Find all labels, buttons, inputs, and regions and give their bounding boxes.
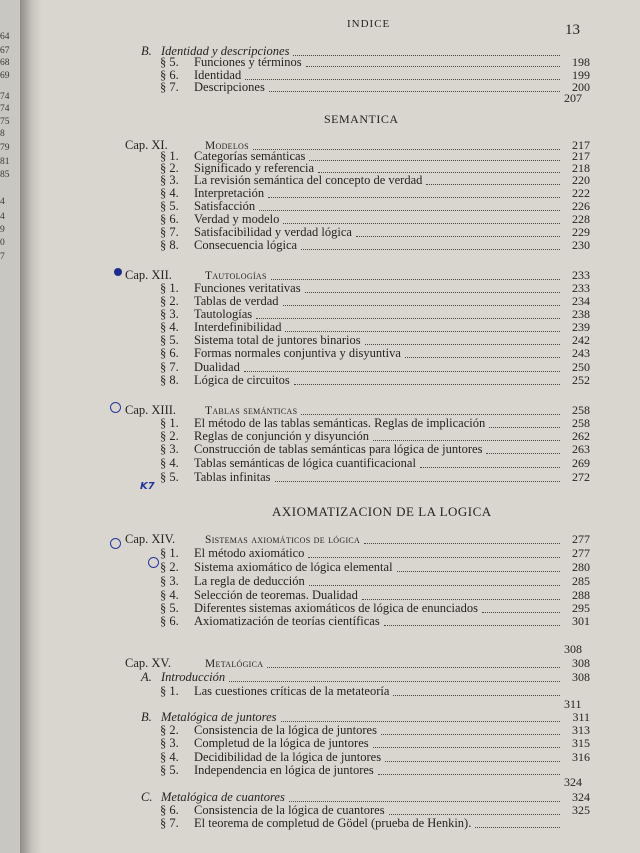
entry-title: Descripciones bbox=[194, 80, 265, 94]
toc-section-row[interactable] bbox=[160, 186, 590, 200]
dot-leader bbox=[271, 270, 560, 280]
toc-chapter-row[interactable] bbox=[125, 532, 590, 546]
dot-leader bbox=[405, 348, 560, 358]
entry-title: La revisión semántica del concepto de verdad bbox=[194, 173, 423, 187]
ink-circle-mark bbox=[110, 538, 121, 549]
section-label: § 4. bbox=[160, 456, 179, 470]
toc-section-row[interactable] bbox=[160, 588, 590, 602]
section-label: § 6. bbox=[160, 68, 179, 82]
entry-page-number: 269 bbox=[572, 456, 590, 470]
entry-page-number: 239 bbox=[572, 320, 590, 334]
entry-page-number: 233 bbox=[572, 281, 590, 295]
toc-section-row[interactable] bbox=[160, 416, 590, 430]
entry-page-number: 277 bbox=[572, 546, 590, 560]
section-label: § 2. bbox=[160, 723, 179, 737]
entry-page-number: 220 bbox=[572, 173, 590, 187]
entry-page-number: 229 bbox=[572, 225, 590, 239]
adjacent-page-number: 4 bbox=[0, 197, 5, 207]
section-label: § 1. bbox=[160, 546, 179, 560]
entry-page-number: 243 bbox=[572, 346, 590, 360]
dot-leader bbox=[475, 818, 560, 828]
toc-chapter-row[interactable] bbox=[125, 268, 590, 282]
entry-page-number: 280 bbox=[572, 560, 590, 574]
entry-page-number: 308 bbox=[572, 670, 590, 684]
dot-leader bbox=[482, 603, 560, 613]
adjacent-page-number: 69 bbox=[0, 71, 10, 81]
dot-leader bbox=[256, 309, 560, 319]
section-label: § 2. bbox=[160, 560, 179, 574]
dot-leader bbox=[301, 240, 560, 250]
index-page bbox=[42, 0, 640, 853]
dot-leader bbox=[281, 712, 561, 722]
entry-title: Formas normales conjuntiva y disyuntiva bbox=[194, 346, 401, 360]
dot-leader bbox=[486, 444, 560, 454]
ink-circle-mark bbox=[148, 557, 159, 568]
entry-page-number: 295 bbox=[572, 601, 590, 615]
entry-page-number: 228 bbox=[572, 212, 590, 226]
toc-section-row[interactable] bbox=[160, 294, 590, 308]
entry-title: Axiomatización de teorías científicas bbox=[194, 614, 380, 628]
entry-title: Sistema axiomático de lógica elemental bbox=[194, 560, 393, 574]
entry-title: Identidad bbox=[194, 68, 242, 82]
entry-title: Tautologías bbox=[205, 270, 267, 282]
toc-section-row[interactable] bbox=[160, 346, 590, 360]
entry-page-number: 325 bbox=[572, 803, 590, 817]
toc-section-row[interactable] bbox=[160, 225, 590, 239]
page-number: 13 bbox=[565, 22, 580, 38]
section-label: § 8. bbox=[160, 238, 179, 252]
dot-leader bbox=[389, 805, 560, 815]
entry-title: Funciones veritativas bbox=[194, 281, 301, 295]
toc-section-row[interactable] bbox=[160, 212, 590, 226]
toc-page-number: 311 bbox=[564, 697, 582, 711]
adjacent-page-edge bbox=[0, 0, 20, 853]
entry-page-number: 324 bbox=[572, 790, 590, 804]
entry-title: Introducción bbox=[161, 670, 226, 684]
dot-leader bbox=[365, 335, 560, 345]
entry-page-number: 301 bbox=[572, 614, 590, 628]
section-label: § 4. bbox=[160, 320, 179, 334]
adjacent-page-number: 74 bbox=[0, 104, 10, 114]
adjacent-page-number: 74 bbox=[0, 92, 10, 102]
section-label: § 3. bbox=[160, 574, 179, 588]
dot-leader bbox=[229, 672, 560, 682]
dot-leader bbox=[294, 375, 560, 385]
entry-title: Completud de la lógica de juntores bbox=[194, 736, 369, 750]
toc-section-row[interactable] bbox=[160, 803, 590, 817]
entry-title: Tautologías bbox=[194, 307, 253, 321]
toc-page-number: 308 bbox=[564, 642, 582, 656]
toc-section-row[interactable] bbox=[160, 173, 590, 187]
entry-page-number: 217 bbox=[572, 138, 590, 152]
toc-section-row[interactable] bbox=[160, 373, 590, 387]
entry-page-number: 200 bbox=[572, 80, 590, 94]
section-label: § 7. bbox=[160, 80, 179, 94]
entry-title: Consistencia de la lógica de juntores bbox=[194, 723, 377, 737]
dot-leader bbox=[393, 686, 560, 696]
section-label: § 1. bbox=[160, 281, 179, 295]
toc-section-row[interactable] bbox=[160, 307, 590, 321]
toc-page-number: 207 bbox=[564, 91, 582, 105]
entry-title: Construcción de tablas semánticas para lógica de juntores bbox=[194, 442, 483, 456]
toc-section-row[interactable] bbox=[160, 281, 590, 295]
adjacent-page-number: 67 bbox=[0, 46, 10, 56]
adjacent-page-number: 4 bbox=[0, 212, 5, 222]
toc-section-row[interactable] bbox=[160, 684, 590, 698]
toc-section-row[interactable] bbox=[141, 670, 590, 684]
dot-leader bbox=[489, 418, 560, 428]
entry-title: Decidibilidad de la lógica de juntores bbox=[194, 750, 382, 764]
entry-page-number: 285 bbox=[572, 574, 590, 588]
section-label: § 3. bbox=[160, 736, 179, 750]
dot-leader bbox=[426, 175, 560, 185]
entry-title: Tablas infinitas bbox=[194, 470, 271, 484]
entry-title: Independencia en lógica de juntores bbox=[194, 763, 374, 777]
entry-title: Identidad y descripciones bbox=[161, 44, 290, 58]
dot-leader bbox=[244, 362, 560, 372]
toc-chapter-row[interactable] bbox=[125, 656, 590, 670]
entry-page-number: 217 bbox=[572, 149, 590, 163]
entry-title: Las cuestiones críticas de la metateoría bbox=[194, 684, 390, 698]
section-label: § 3. bbox=[160, 307, 179, 321]
dot-leader bbox=[309, 151, 560, 161]
toc-section-row[interactable] bbox=[160, 320, 590, 334]
dot-leader bbox=[378, 765, 560, 775]
section-heading-semantica: SEMANTICA bbox=[324, 112, 399, 126]
entry-title: Satisfacción bbox=[194, 199, 256, 213]
toc-section-row[interactable] bbox=[160, 601, 590, 615]
adjacent-page-number: 81 bbox=[0, 157, 10, 167]
dot-leader bbox=[245, 70, 560, 80]
section-label: § 6. bbox=[160, 346, 179, 360]
section-label: § 5. bbox=[160, 763, 179, 777]
entry-page-number: 258 bbox=[572, 403, 590, 417]
dot-leader bbox=[283, 214, 560, 224]
toc-section-row[interactable] bbox=[160, 429, 590, 443]
section-label: § 6. bbox=[160, 212, 179, 226]
entry-title: Consistencia de la lógica de cuantores bbox=[194, 803, 385, 817]
adjacent-page-number: 68 bbox=[0, 58, 10, 68]
dot-leader bbox=[356, 227, 560, 237]
entry-title: Metalógica bbox=[205, 658, 264, 670]
dot-leader bbox=[289, 792, 560, 802]
chapter-label: Cap. XIV. bbox=[125, 532, 176, 546]
entry-page-number: 233 bbox=[572, 268, 590, 282]
entry-page-number: 252 bbox=[572, 373, 590, 387]
entry-page-number: 198 bbox=[572, 55, 590, 69]
dot-leader bbox=[420, 458, 560, 468]
ink-dot-mark bbox=[114, 268, 122, 276]
section-label: § 3. bbox=[160, 173, 179, 187]
entry-title: El teorema de completud de Gödel (prueba de Henkin). bbox=[194, 816, 472, 830]
entry-page-number: 263 bbox=[572, 442, 590, 456]
section-label: § 7. bbox=[160, 360, 179, 374]
toc-section-row[interactable] bbox=[160, 80, 590, 94]
page-header-title: INDICE bbox=[347, 18, 391, 30]
entry-title: Modelos bbox=[205, 140, 249, 152]
entry-page-number: 262 bbox=[572, 429, 590, 443]
entry-title: Lógica de circuitos bbox=[194, 373, 290, 387]
section-label: C. bbox=[141, 790, 153, 804]
entry-page-number: 222 bbox=[572, 186, 590, 200]
toc-section-row[interactable] bbox=[160, 456, 590, 470]
section-heading-axiomatizacion: AXIOMATIZACION DE LA LOGICA bbox=[272, 504, 492, 519]
entry-page-number: 313 bbox=[572, 723, 590, 737]
entry-title: Consecuencia lógica bbox=[194, 238, 298, 252]
entry-page-number: 272 bbox=[572, 470, 590, 484]
entry-title: Satisfacibilidad y verdad lógica bbox=[194, 225, 352, 239]
toc-section-row[interactable] bbox=[160, 750, 590, 764]
entry-page-number: 315 bbox=[572, 736, 590, 750]
section-label: § 5. bbox=[160, 470, 179, 484]
toc-section-row[interactable] bbox=[160, 560, 590, 574]
dot-leader bbox=[283, 296, 560, 306]
chapter-label: Cap. XV. bbox=[125, 656, 171, 670]
dot-leader bbox=[373, 738, 560, 748]
adjacent-page-number: 85 bbox=[0, 170, 10, 180]
dot-leader bbox=[384, 616, 560, 626]
entry-page-number: 230 bbox=[572, 238, 590, 252]
chapter-label: Cap. XI. bbox=[125, 138, 168, 152]
toc-section-row[interactable] bbox=[160, 442, 590, 456]
entry-page-number: 218 bbox=[572, 161, 590, 175]
entry-title: Tablas semánticas de lógica cuantificacional bbox=[194, 456, 416, 470]
toc-section-row[interactable] bbox=[141, 790, 590, 804]
entry-title: Diferentes sistemas axiomáticos de lógica de enunciados bbox=[194, 601, 478, 615]
entry-title: El método de las tablas semánticas. Reglas de implicación bbox=[194, 416, 486, 430]
dot-leader bbox=[305, 283, 560, 293]
dot-leader bbox=[285, 322, 560, 332]
section-label: § 2. bbox=[160, 161, 179, 175]
section-label: § 2. bbox=[160, 294, 179, 308]
toc-section-row[interactable] bbox=[160, 238, 590, 252]
adjacent-page-number: 7 bbox=[0, 252, 5, 262]
toc-section-row[interactable] bbox=[160, 55, 590, 69]
dot-leader bbox=[364, 534, 560, 544]
toc-section-row[interactable] bbox=[160, 470, 590, 484]
entry-page-number: 258 bbox=[572, 416, 590, 430]
section-label: § 5. bbox=[160, 199, 179, 213]
entry-title: Categorías semánticas bbox=[194, 149, 306, 163]
dot-leader bbox=[373, 431, 560, 441]
dot-leader bbox=[362, 590, 560, 600]
section-label: § 1. bbox=[160, 416, 179, 430]
section-label: B. bbox=[141, 710, 152, 724]
adjacent-page-number: 75 bbox=[0, 117, 10, 127]
section-label: § 5. bbox=[160, 333, 179, 347]
entry-page-number: 242 bbox=[572, 333, 590, 347]
toc-page-number: 324 bbox=[564, 775, 582, 789]
entry-title: Selección de teoremas. Dualidad bbox=[194, 588, 358, 602]
dot-leader bbox=[309, 576, 560, 586]
toc-section-row[interactable] bbox=[160, 546, 590, 560]
entry-title: Significado y referencia bbox=[194, 161, 315, 175]
entry-title: Tablas semánticas bbox=[205, 405, 298, 417]
dot-leader bbox=[267, 658, 560, 668]
entry-title: Reglas de conjunción y disyunción bbox=[194, 429, 369, 443]
dot-leader bbox=[381, 725, 560, 735]
entry-title: La regla de deducción bbox=[194, 574, 305, 588]
toc-section-row[interactable] bbox=[160, 199, 590, 213]
entry-title: Interdefinibilidad bbox=[194, 320, 282, 334]
adjacent-page-number: 9 bbox=[0, 225, 5, 235]
section-label: § 1. bbox=[160, 684, 179, 698]
dot-leader bbox=[269, 82, 560, 92]
section-label: § 8. bbox=[160, 373, 179, 387]
toc-section-row[interactable] bbox=[160, 614, 590, 628]
section-label: § 7. bbox=[160, 816, 179, 830]
adjacent-page-number: 64 bbox=[0, 32, 10, 42]
adjacent-page-number: 79 bbox=[0, 143, 10, 153]
section-label: § 4. bbox=[160, 750, 179, 764]
toc-section-row[interactable] bbox=[160, 360, 590, 374]
dot-leader bbox=[275, 472, 560, 482]
dot-leader bbox=[306, 57, 560, 67]
toc-section-row[interactable] bbox=[160, 723, 590, 737]
section-label: § 1. bbox=[160, 149, 179, 163]
dot-leader bbox=[385, 752, 560, 762]
entry-page-number: 226 bbox=[572, 199, 590, 213]
entry-page-number: 238 bbox=[572, 307, 590, 321]
entry-page-number: 316 bbox=[572, 750, 590, 764]
entry-title: Sistema total de juntores binarios bbox=[194, 333, 361, 347]
entry-page-number: 308 bbox=[572, 656, 590, 670]
section-label: B. bbox=[141, 44, 152, 58]
section-label: § 4. bbox=[160, 588, 179, 602]
section-label: § 4. bbox=[160, 186, 179, 200]
ink-circle-mark bbox=[110, 402, 121, 413]
toc-section-row[interactable] bbox=[141, 710, 590, 724]
entry-page-number: 288 bbox=[572, 588, 590, 602]
toc-section-row[interactable] bbox=[160, 736, 590, 750]
entry-page-number: 311 bbox=[572, 710, 590, 724]
handwritten-note: K7 bbox=[140, 481, 155, 492]
section-label: § 6. bbox=[160, 614, 179, 628]
section-label: § 5. bbox=[160, 601, 179, 615]
entry-page-number: 234 bbox=[572, 294, 590, 308]
entry-title: Interpretación bbox=[194, 186, 265, 200]
book-gutter bbox=[20, 0, 42, 853]
dot-leader bbox=[259, 201, 560, 211]
entry-title: Sistemas axiomáticos de lógica bbox=[205, 534, 361, 546]
entry-title: Verdad y modelo bbox=[194, 212, 280, 226]
entry-page-number: 277 bbox=[572, 532, 590, 546]
toc-section-row[interactable] bbox=[160, 574, 590, 588]
toc-section-row[interactable] bbox=[160, 816, 590, 830]
section-label: § 6. bbox=[160, 803, 179, 817]
adjacent-page-number: 0 bbox=[0, 238, 5, 248]
toc-section-row[interactable] bbox=[160, 763, 590, 777]
toc-chapter-row[interactable] bbox=[125, 403, 590, 417]
section-label: A. bbox=[141, 670, 152, 684]
section-label: § 7. bbox=[160, 225, 179, 239]
entry-title: Dualidad bbox=[194, 360, 240, 374]
dot-leader bbox=[268, 188, 560, 198]
entry-title: Metalógica de cuantores bbox=[161, 790, 285, 804]
entry-page-number: 250 bbox=[572, 360, 590, 374]
adjacent-page-number: 8 bbox=[0, 129, 5, 139]
chapter-label: Cap. XII. bbox=[125, 268, 172, 282]
chapter-label: Cap. XIII. bbox=[125, 403, 177, 417]
dot-leader bbox=[301, 405, 560, 415]
dot-leader bbox=[397, 562, 560, 572]
dot-leader bbox=[308, 548, 560, 558]
entry-title: Funciones y términos bbox=[194, 55, 302, 69]
entry-title: El método axiomático bbox=[194, 546, 305, 560]
entry-title: Metalógica de juntores bbox=[161, 710, 277, 724]
section-label: § 5. bbox=[160, 55, 179, 69]
entry-page-number: 199 bbox=[572, 68, 590, 82]
section-label: § 2. bbox=[160, 429, 179, 443]
section-label: § 3. bbox=[160, 442, 179, 456]
toc-section-row[interactable] bbox=[160, 333, 590, 347]
dot-leader bbox=[318, 163, 560, 173]
entry-title: Tablas de verdad bbox=[194, 294, 279, 308]
